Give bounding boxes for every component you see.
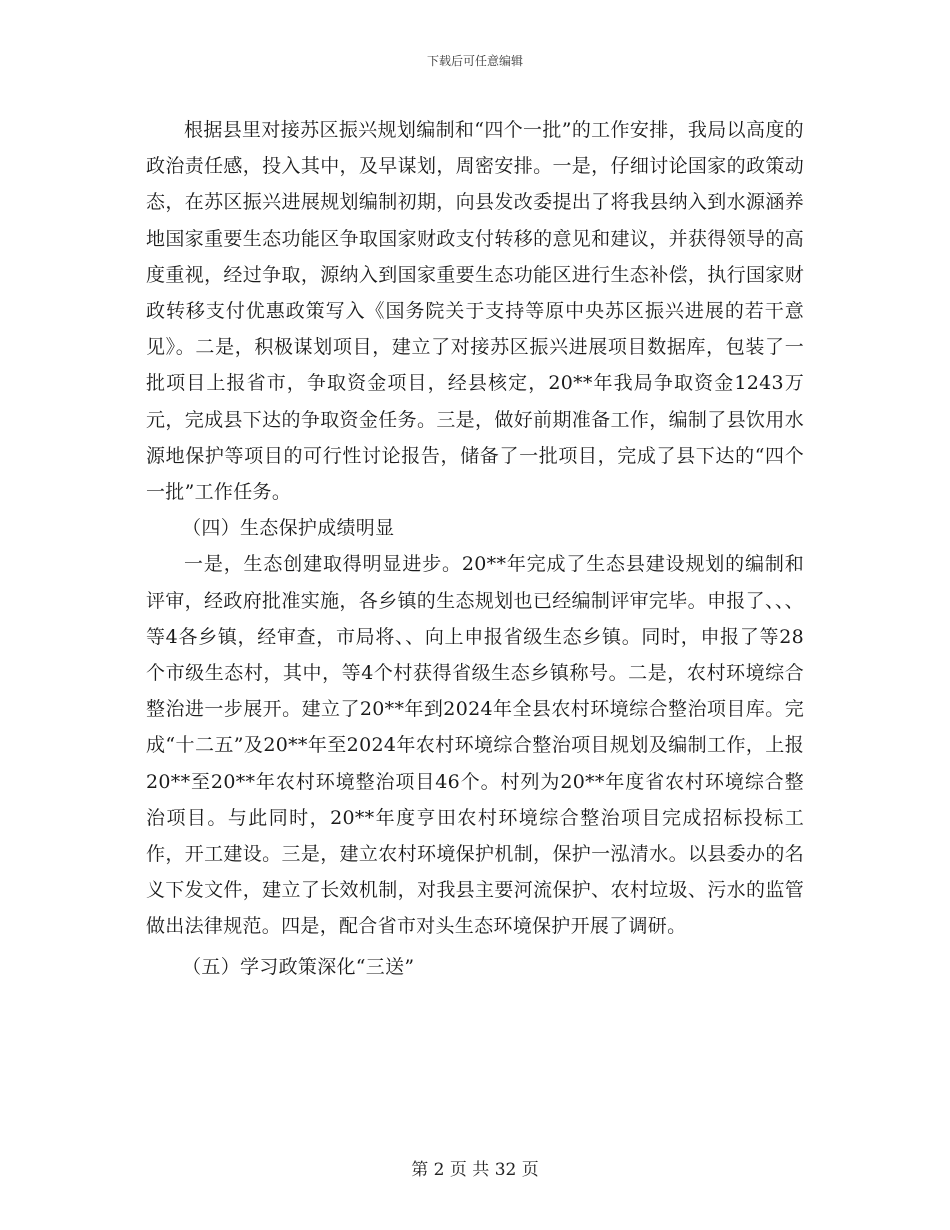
page-number: 第 2 页 共 32 页	[411, 1160, 539, 1180]
section-heading-policy-study: （五）学习政策深化“三送”	[182, 955, 415, 978]
section-heading-ecology: （四）生态保护成绩明显	[182, 517, 395, 540]
page-header-note: 下载后可任意编辑	[426, 54, 523, 68]
document-body	[146, 112, 804, 985]
paragraph-ecology-protection: 一是，生态创建取得明显进步。20**年完成了生态县建设规划的编制和评审，经政府批准实施，各乡镇的生态规划也已经编制评审完毕。申报了、、、等4各乡镇，经审查，市局将、、向上申报省级生态乡镇。同时，申报了等28个市级生态村，其中，等4个村获得省级生态乡镇称号。二是，农村环境综合整治进一步展开。建立了20**年到2024年全县农村环境综合整治项目库。完成“十二五”及20**年至2024年农村环境综合整治项目规划及编制工作，上报20**至20**年农村环境整治项目46个。村列为20**年度省农村环境综合整治项目。与此同时，20**年度亨田农村环境综合整治项目完成招标投标工作，开工建设。三是，建立农村环境保护机制，保护一泓清水。以县委办的名义下发文件，建立了长效机制，对我县主要河流保护、农村垃圾、污水的监管做出法律规范。四是，配合省市对头生态环境保护开展了调研。	[146, 553, 804, 938]
paragraph-project-planning: 根据县里对接苏区振兴规划编制和“四个一批”的工作安排，我局以高度的政治责任感，投入其中，及早谋划，周密安排。一是，仔细讨论国家的政策动态，在苏区振兴进展规划编制初期，向县发改委提出了将我县纳入到水源涵养地国家重要生态功能区争取国家财政支付转移的意见和建议，并获得领导的高度重视，经过争取，源纳入到国家重要生态功能区进行生态补偿，执行国家财政转移支付优惠政策写入《国务院关于支持等原中央苏区振兴进展的若干意见》。二是，积极谋划项目，建立了对接苏区振兴进展项目数据库，包装了一批项目上报省市，争取资金项目，经县核定，20**年我局争取资金1243万元，完成县下达的争取资金任务。三是，做好前期准备工作，编制了县饮用水源地保护等项目的可行性讨论报告，储备了一批项目，完成了县下达的“四个一批”工作任务。	[146, 119, 804, 504]
